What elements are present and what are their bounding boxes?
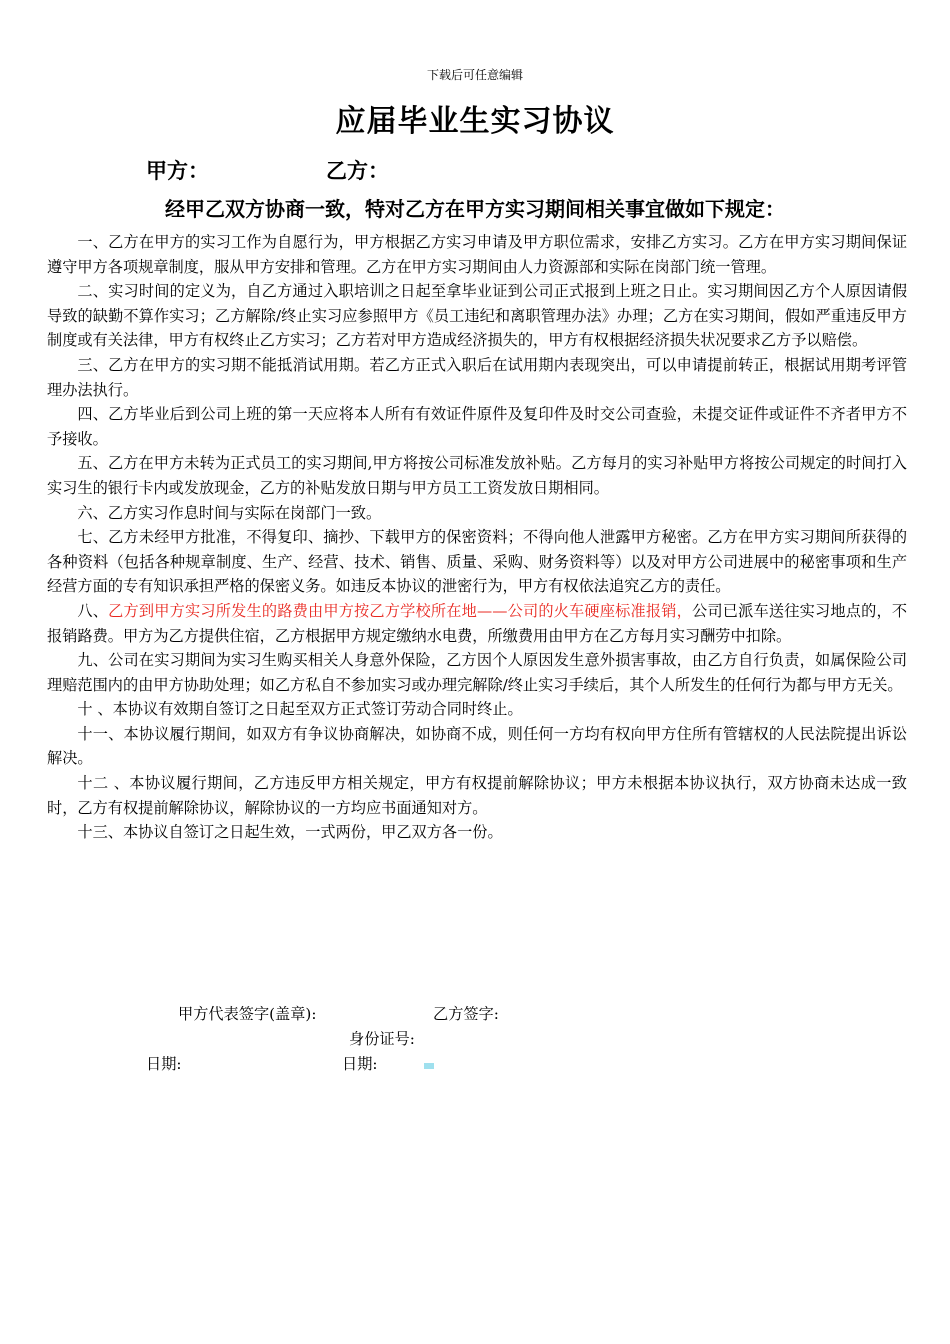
document-title: 应届毕业生实习协议 xyxy=(335,104,615,139)
clause-1: 一、乙方在甲方的实习工作为自愿行为，甲方根据乙方实习申请及甲方职位需求，安排乙方实习。乙方在甲方实习期间保证遵守甲方各项规章制度，服从甲方安排和管理。乙方在甲方实习期间由人力资源部和实际在岗部门统一管理。 xyxy=(47,233,907,276)
clause-3: 三、乙方在甲方的实习期不能抵消试用期。若乙方正式入职后在试用期内表现突出，可以申请提前转正，根据试用期考评管理办法执行。 xyxy=(47,355,907,399)
clause-13: 十三、本协议自签订之日起生效，一式两份，甲乙双方各一份。 xyxy=(77,823,503,842)
clause-5: 五、乙方在甲方未转为正式员工的实习期间,甲方将按公司标准发放补贴。乙方每月的实习补贴甲方将按公司规定的时间打入实习生的银行卡内或发放现金，乙方的补贴发放日期与甲方员工工资发放日期相同。 xyxy=(47,454,907,497)
clause-12: 十二 、本协议履行期间，乙方违反甲方相关规定，甲方有权提前解除协议；甲方未根据本协议执行，双方协商未达成一致时，乙方有权提前解除协议，解除协议的一方均应书面通知对方。 xyxy=(47,774,907,817)
clause-7: 七、乙方未经甲方批准，不得复印、摘抄、下载甲方的保密资料；不得向他人泄露甲方秘密。乙方在甲方实习期间所获得的各种资料（包括各种规章制度、生产、经营、技术、销售、质量、采购、财务资料等）以及对甲方公司进展中的秘密事项和生产经营方面的专有知识承担严格的保密义务。如违反本协议的泄密行为，甲方有权依法追究乙方的责任。 xyxy=(47,528,907,596)
party-a-signature-label: 甲方代表签字(盖章): xyxy=(178,1005,317,1023)
clause-8-rest: 公司已派车送往实习地点的，不报销路费。甲方为乙方提供住宿，乙方根据甲方规定缴纳水电费，所缴费用由甲方在乙方每月实习酬劳中扣除。 xyxy=(47,601,908,645)
party-b-signature-label: 乙方签字: xyxy=(433,1005,499,1023)
clauses-body xyxy=(47,230,907,845)
clause-8-highlight: 乙方到甲方实习所发生的路费由甲方按乙方学校所在地——公司的火车硬座标准报销， xyxy=(108,601,693,620)
highlight-mark xyxy=(424,1063,434,1069)
clause-10: 十 、本协议有效期自签订之日起至双方正式签订劳动合同时终止。 xyxy=(77,700,523,719)
clause-11: 十一、本协议履行期间，如双方有争议协商解决，如协商不成，则任何一方均有权向甲方住所有管辖权的人民法院提出诉讼解决。 xyxy=(47,724,907,768)
id-number-label: 身份证号: xyxy=(349,1030,415,1048)
party-b-label: 乙方： xyxy=(326,159,389,183)
clause-9: 九、公司在实习期间为实习生购买相关人身意外保险，乙方因个人原因发生意外损害事故，由乙方自行负责，如属保险公司理赔范围内的由甲方协助处理；如乙方私自不参加实习或办理完解除/终止实习手续后，其个人所发生的任何行为都与甲方无关。 xyxy=(47,651,907,694)
party-a-date-label: 日期: xyxy=(146,1055,182,1073)
clause-8-prefix: 八、 xyxy=(77,601,109,620)
intro-statement: 经甲乙双方协商一致，特对乙方在甲方实习期间相关事宜做如下规定： xyxy=(165,197,785,221)
clause-8 xyxy=(47,599,907,648)
parties-line xyxy=(146,155,389,185)
party-b-date-label: 日期: xyxy=(342,1055,378,1073)
edit-note: 下载后可任意编辑 xyxy=(426,68,523,82)
clause-6: 六、乙方实习作息时间与实际在岗部门一致。 xyxy=(77,503,382,522)
clause-2: 二、实习时间的定义为，自乙方通过入职培训之日起至拿毕业证到公司正式报到上班之日止。实习期间因乙方个人原因请假导致的缺勤不算作实习；乙方解除/终止实习应参照甲方《员工违纪和离职管理办法》办理；乙方在实习期间，假如严重违反甲方制度或有关法律，甲方有权终止乙方实习；乙方若对甲方造成经济损失的，甲方有权根据经济损失状况要求乙方予以赔偿。 xyxy=(47,282,907,350)
clause-4: 四、乙方毕业后到公司上班的第一天应将本人所有有效证件原件及复印件及时交公司查验，未提交证件或证件不齐者甲方不予接收。 xyxy=(47,405,907,448)
party-a-label: 甲方： xyxy=(146,159,209,183)
